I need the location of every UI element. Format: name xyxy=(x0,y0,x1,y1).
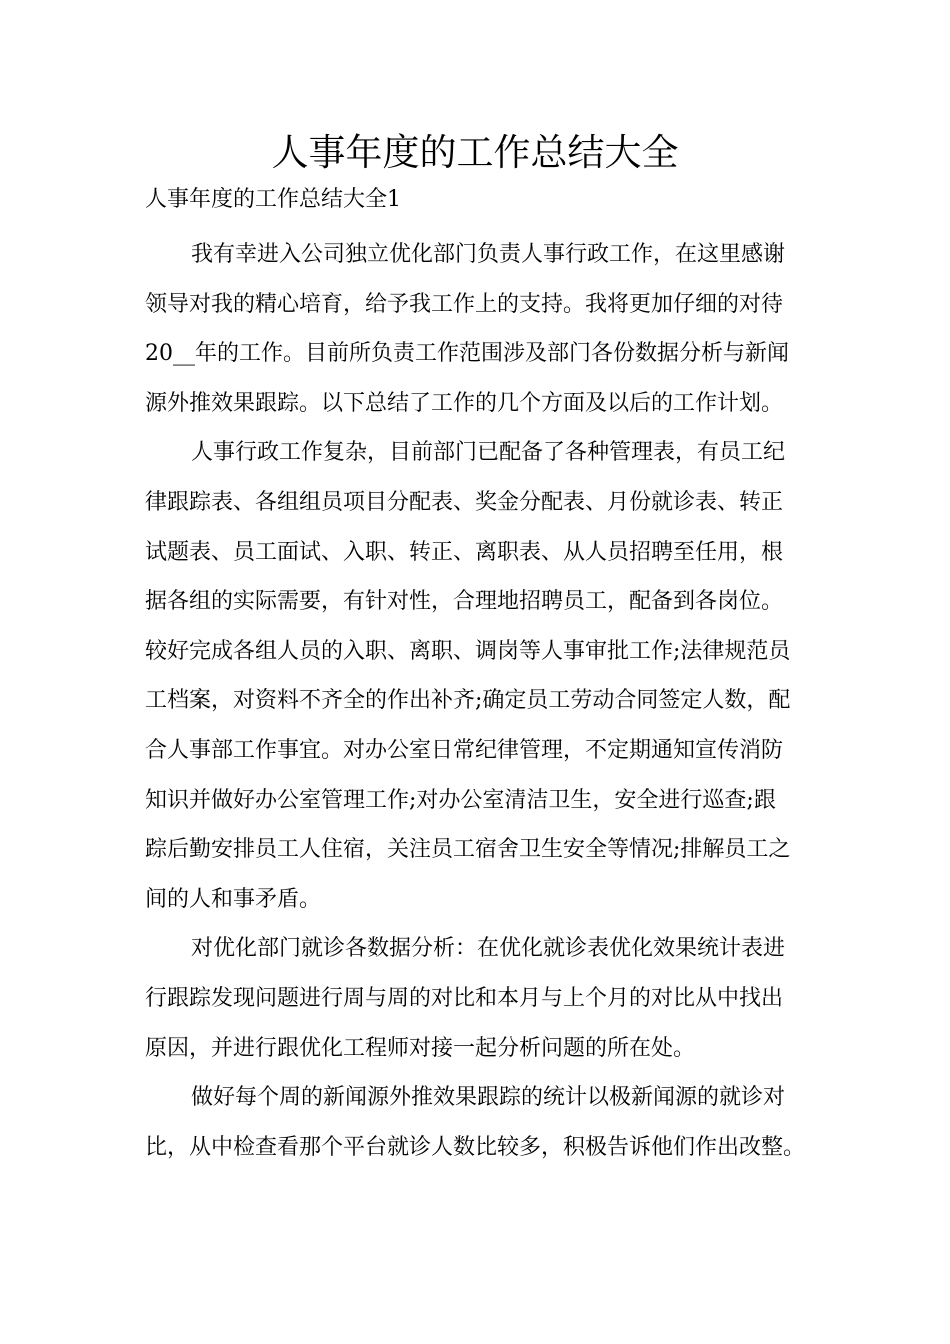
text-line: 较好完成各组人员的入职、离职、调岗等人事审批工作;法律规范员 xyxy=(145,638,791,664)
paragraph-1 xyxy=(145,230,810,428)
text-line: 知识并做好办公室管理工作;对办公室清洁卫生，安全进行巡查;跟 xyxy=(145,787,776,813)
text-line: 比，从中检查看那个平台就诊人数比较多，积极告诉他们作出改整。 xyxy=(145,1134,806,1160)
text-line: 对优化部门就诊各数据分析：在优化就诊表优化效果统计表进 xyxy=(191,936,786,962)
text-line: 行跟踪发现问题进行周与周的对比和本月与上个月的对比从中找出 xyxy=(145,985,784,1011)
paragraph-4 xyxy=(145,1073,810,1172)
text-line: 律跟踪表、各组组员项目分配表、奖金分配表、月份就诊表、转正 xyxy=(145,489,784,515)
document-subtitle: 人事年度的工作总结大全1 xyxy=(145,187,401,212)
text-line: 试题表、员工面试、入职、转正、离职表、从人员招聘至任用，根 xyxy=(145,539,784,565)
text-line: 领导对我的精心培育，给予我工作上的支持。我将更加仔细的对待 xyxy=(145,291,784,317)
document-body xyxy=(145,230,810,1172)
text-line: 合人事部工作事宜。对办公室日常纪律管理，不定期通知宣传消防 xyxy=(145,737,784,763)
text-line: 踪后勤安排员工人住宿，关注员工宿舍卫生安全等情况;排解员工之 xyxy=(145,837,791,863)
text-line: 源外推效果跟踪。以下总结了工作的几个方面及以后的工作计划。 xyxy=(145,390,784,416)
paragraph-2 xyxy=(145,428,810,924)
text-line: 间的人和事矛盾。 xyxy=(145,886,322,912)
text-line: 工档案，对资料不齐全的作出补齐;确定员工劳动合同签定人数，配 xyxy=(145,688,791,714)
paragraph-3 xyxy=(145,924,810,1073)
text-line: 据各组的实际需要，有针对性，合理地招聘员工，配备到各岗位。 xyxy=(145,589,784,615)
text-line: 我有幸进入公司独立优化部门负责人事行政工作，在这里感谢 xyxy=(191,242,786,267)
document-title: 人事年度的工作总结大全 xyxy=(271,131,679,174)
text-line: 做好每个周的新闻源外推效果跟踪的统计以极新闻源的就诊对 xyxy=(191,1085,786,1111)
text-line: 20__年的工作。目前所负责工作范围涉及部门各份数据分析与新闻 xyxy=(145,341,789,367)
text-line: 原因，并进行跟优化工程师对接一起分析问题的所在处。 xyxy=(145,1035,696,1061)
text-line: 人事行政工作复杂，目前部门已配备了各种管理表，有员工纪 xyxy=(191,440,786,466)
